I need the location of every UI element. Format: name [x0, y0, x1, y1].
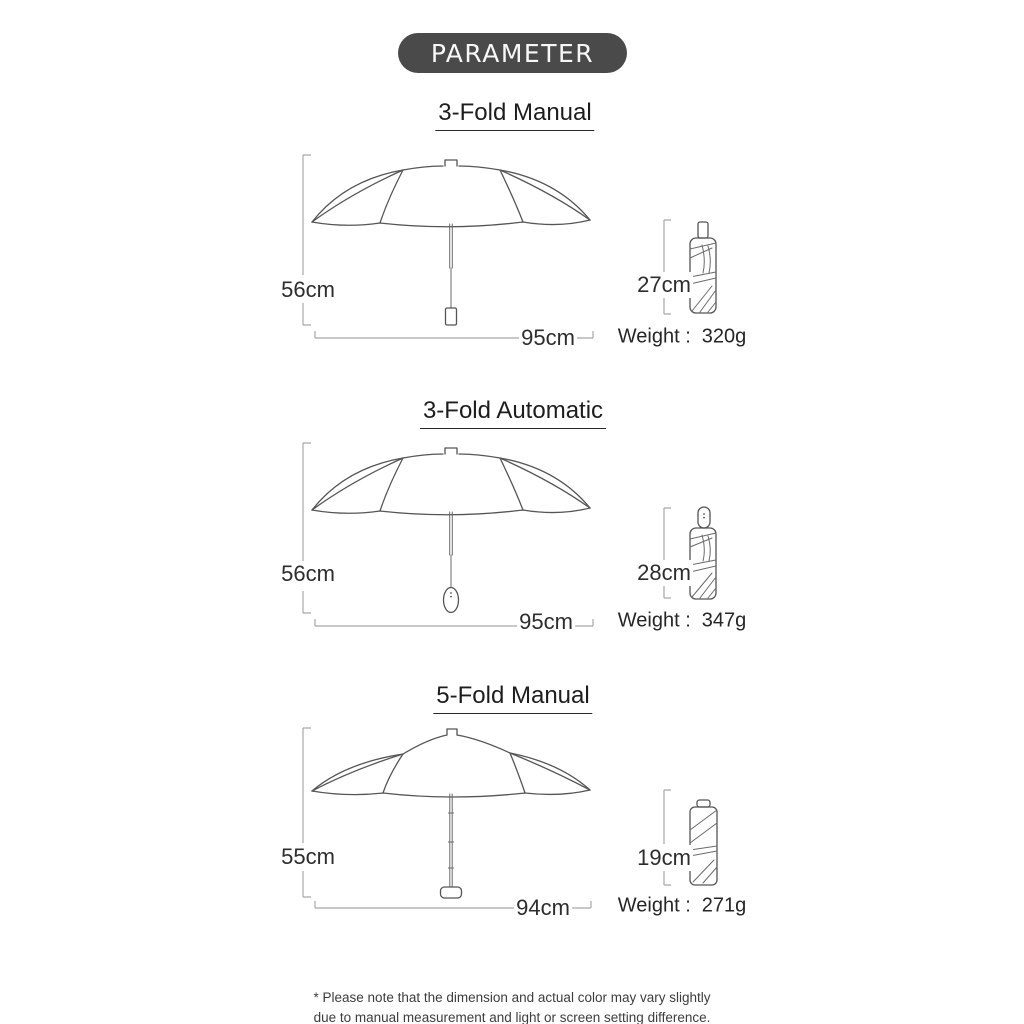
disclaimer-line-1: * Please note that the dimension and actual color may vary slightly [313, 990, 711, 1005]
disclaimer-note [0, 988, 1024, 1024]
weight-row [618, 326, 747, 349]
open-height-label: 55cm [281, 844, 335, 869]
height-dimension-line [303, 443, 311, 613]
folded-length-label: 28cm [637, 560, 691, 585]
open-height-label: 56cm [281, 561, 335, 586]
folded-length-label: 19cm [637, 845, 691, 870]
folded-umbrella-body [690, 507, 716, 599]
weight-value: 347g [701, 609, 747, 632]
weight-row [618, 895, 747, 918]
weight-label: Weight : [617, 609, 691, 632]
weight-label: Weight : [617, 325, 691, 348]
section-title-3-fold-manual: 3-Fold Manual [435, 99, 594, 131]
straight-handle [446, 308, 457, 325]
umbrella-shaft [446, 224, 457, 325]
section-title-3-fold-automatic: 3-Fold Automatic [420, 397, 606, 429]
open-height-label: 56cm [281, 277, 335, 302]
parameter-badge [398, 33, 627, 73]
umbrella-shaft [441, 794, 462, 898]
open-umbrella-icon [290, 715, 610, 920]
automatic-handle [444, 588, 459, 613]
umbrella-canopy [312, 729, 590, 797]
umbrella-canopy [312, 160, 590, 227]
open-umbrella-icon [290, 145, 610, 350]
section-title-5-fold-manual: 5-Fold Manual [433, 682, 592, 714]
open-width-label: 95cm [521, 325, 575, 350]
flat-handle [441, 887, 462, 898]
disclaimer-line-2: due to manual measurement and light or screen setting difference. [313, 1009, 711, 1024]
open-width-label: 95cm [519, 609, 573, 634]
folded-umbrella-icon [652, 216, 722, 320]
umbrella-canopy [312, 448, 590, 515]
folded-umbrella-body [690, 222, 716, 313]
folded-umbrella-icon [652, 786, 722, 890]
handle-button [450, 592, 452, 594]
folded-umbrella-icon [652, 503, 722, 607]
folded-umbrella-body [690, 800, 717, 885]
weight-value: 320g [701, 325, 747, 348]
open-umbrella-icon [290, 433, 610, 638]
folded-length-label: 27cm [637, 272, 691, 297]
open-width-label: 94cm [516, 895, 570, 920]
weight-row [618, 610, 747, 633]
weight-label: Weight : [617, 894, 691, 917]
weight-value: 271g [701, 894, 747, 917]
umbrella-shaft [444, 512, 459, 613]
height-dimension-line [303, 728, 311, 897]
folded-length-dimension-line [664, 220, 671, 314]
parameter-badge-label: PARAMETER [430, 38, 595, 68]
